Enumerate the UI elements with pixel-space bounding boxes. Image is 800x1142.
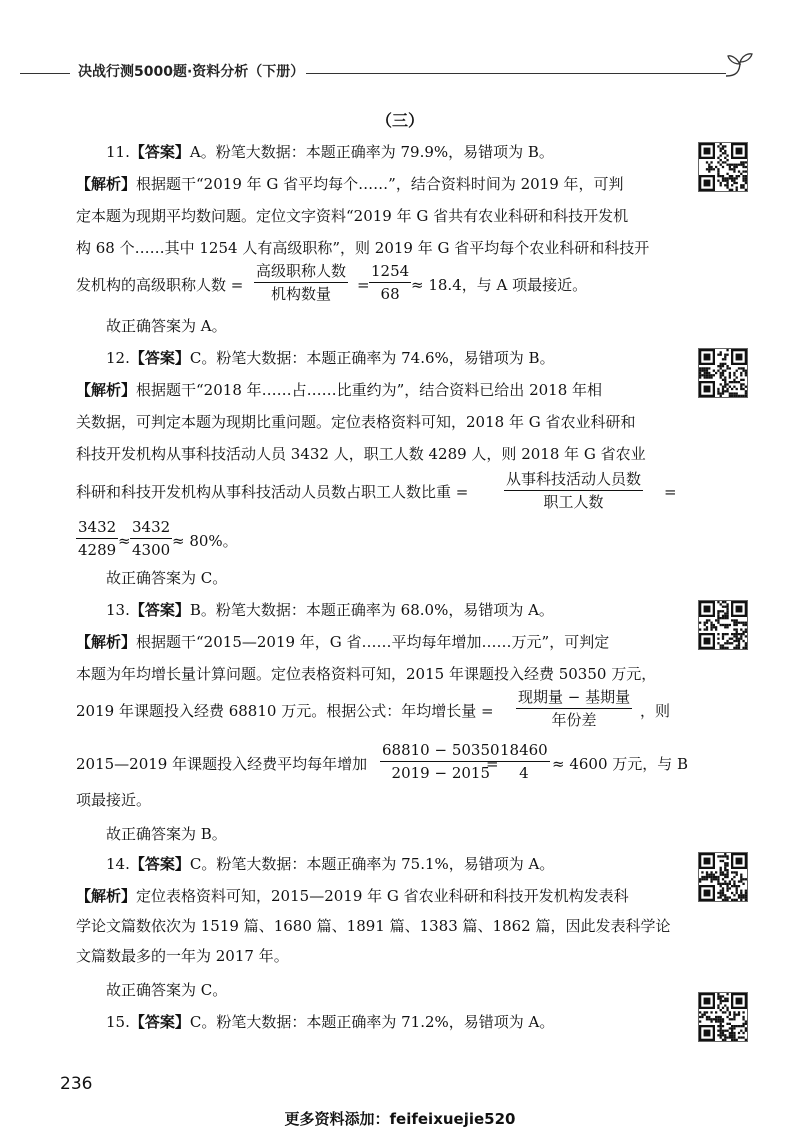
q14-analysis-line1 [76,886,629,906]
q11-conclusion: 故正确答案为 A。 [106,317,227,335]
q13-number: 13. [106,601,130,619]
q12-analysis-tag: 【解析】 [76,381,137,399]
q12-answer-text: C。粉笔大数据：本题正确率为 74.6%，易错项为 B。 [189,349,555,367]
q11-analysis-tag: 【解析】 [76,175,137,193]
q12-conclusion: 故正确答案为 C。 [106,569,228,587]
running-header [20,58,760,88]
footer-label: 更多资料添加： [284,1110,390,1128]
q13-equals: = [486,755,499,773]
q13-f2-denominator: 2019 − 2015 [391,764,490,782]
qr-code-icon[interactable] [698,600,748,650]
q12-answer-line [106,348,555,368]
q12-text-5-post: ≈ 80%。 [172,532,238,550]
book-title: 决战行测5000题·资料分析（下册） [78,64,305,80]
q11-text-4-post: ≈ 18.4，与 A 项最接近。 [411,276,588,294]
q12-text-2: 关数据，可判定本题为现期比重问题。定位表格资料可知，2018 年 G 省农业科研和 [76,413,636,431]
q12-f3-denominator: 4300 [132,541,171,559]
q15-answer-line [106,1012,554,1032]
q14-text-3: 文篇数最多的一年为 2017 年。 [76,947,289,965]
q11-text-3: 构 68 个……其中 1254 人有高级职称”，则 2019 年 G 省平均每个农业科研和科技开 [76,239,650,257]
q14-conclusion: 故正确答案为 C。 [106,981,228,999]
q12-f3-numerator: 3432 [132,518,171,536]
q13-text-5: 项最接近。 [76,791,152,809]
q15-answer-text: C。粉笔大数据：本题正确率为 71.2%，易错项为 A。 [189,1013,555,1031]
q13-fraction-2 [380,741,502,782]
q15-answer-tag: 【答案】 [129,1013,190,1031]
q12-fraction-3 [130,518,172,559]
q11-f1-numerator: 高级职称人数 [256,262,347,280]
q11-answer-line [106,142,554,162]
q14-answer-text: C。粉笔大数据：本题正确率为 75.1%，易错项为 A。 [189,855,555,873]
q11-text-1: 根据题干“2019 年 G 省平均每个……”，结合资料时间为 2019 年，可判 [136,175,624,193]
q14-text-1: 定位表格资料可知，2015—2019 年 G 省农业科研和科技开发机构发表科 [136,887,629,905]
q12-text-1: 根据题干“2018 年……占……比重约为”，结合资料已给出 2018 年相 [136,381,603,399]
q12-answer-tag: 【答案】 [129,349,190,367]
q13-text-3-post: ，则 [640,702,671,720]
qr-code-icon[interactable] [698,852,748,902]
q11-fraction-2 [369,262,411,303]
q14-analysis-tag: 【解析】 [76,887,137,905]
q13-text-1: 根据题干“2015—2019 年，G 省……平均每年增加……万元”，可判定 [136,633,610,651]
q12-text-3: 科技开发机构从事科技活动人员 3432 人，职工人数 4289 人，则 2018 年 G 省农业 [76,445,646,463]
q13-answer-line [106,600,554,620]
footer-note [0,1108,800,1129]
q11-f2-denominator: 68 [380,285,400,303]
sprout-icon [722,48,756,82]
q13-text-4-pre: 2015—2019 年课题投入经费平均每年增加 [76,755,368,773]
q14-answer-tag: 【答案】 [129,855,190,873]
q13-f3-numerator: 18460 [500,741,548,759]
q11-answer-tag: 【答案】 [129,143,190,161]
q11-answer-text: A。粉笔大数据：本题正确率为 79.9%，易错项为 B。 [189,143,554,161]
q12-text-4-pre: 科研和科技开发机构从事科技活动人员数占职工人数比重 = [76,483,469,501]
q12-f1-denominator: 职工人数 [543,493,604,511]
q12-approx: ≈ [118,532,131,550]
q12-fraction-2 [76,518,118,559]
q12-number: 12. [106,349,130,367]
qr-code-icon[interactable] [698,992,748,1042]
q13-analysis-tag: 【解析】 [76,633,137,651]
q12-f1-numerator: 从事科技活动人员数 [506,470,642,488]
header-rule-left [20,73,70,74]
q13-text-3-pre: 2019 年课题投入经费 68810 万元。根据公式：年均增长量 = [76,702,494,720]
q12-equals: = [664,483,677,501]
q12-f2-denominator: 4289 [78,541,117,559]
q13-analysis-line1 [76,632,609,652]
q13-text-2: 本题为年均增长量计算问题。定位表格资料可知，2015 年课题投入经费 50350 万元， [76,665,657,683]
q13-text-4-post: ≈ 4600 万元，与 B [552,755,689,773]
q11-number: 11. [106,143,130,161]
q11-f1-denominator: 机构数量 [271,285,332,303]
q12-analysis-line1 [76,380,602,400]
qr-code-icon[interactable] [698,142,748,192]
q11-text-4-pre: 发机构的高级职称人数 = [76,276,244,294]
q11-analysis-line1 [76,174,624,194]
q11-fraction-1 [254,262,348,303]
q11-f2-numerator: 1254 [371,262,410,280]
q14-answer-line [106,854,554,874]
q13-f1-numerator: 现期量 − 基期量 [518,688,631,706]
q13-answer-tag: 【答案】 [129,601,190,619]
q13-fraction-1 [516,688,632,729]
q13-conclusion: 故正确答案为 B。 [106,825,227,843]
q13-answer-text: B。粉笔大数据：本题正确率为 68.0%，易错项为 A。 [189,601,554,619]
q14-text-2: 学论文篇数依次为 1519 篇、1680 篇、1891 篇、1383 篇、1862 篇，因此发表科学论 [76,917,671,935]
footer-contact: feifeixuejie520 [389,1110,516,1128]
q12-fraction-1 [504,470,643,511]
q13-f1-denominator: 年份差 [551,711,597,729]
q12-f2-numerator: 3432 [78,518,117,536]
q13-f2-numerator: 68810 − 50350 [382,741,500,759]
q11-equals: = [357,276,370,294]
q15-number: 15. [106,1013,130,1031]
page-number: 236 [60,1074,93,1094]
q13-f3-denominator: 4 [519,764,529,782]
header-rule-right [306,73,726,74]
section-title: （三） [375,111,424,130]
q14-number: 14. [106,855,130,873]
q13-fraction-3 [498,741,550,782]
q11-text-2: 定本题为现期平均数问题。定位文字资料“2019 年 G 省共有农业科研和科技开发机 [76,207,629,225]
qr-code-icon[interactable] [698,348,748,398]
